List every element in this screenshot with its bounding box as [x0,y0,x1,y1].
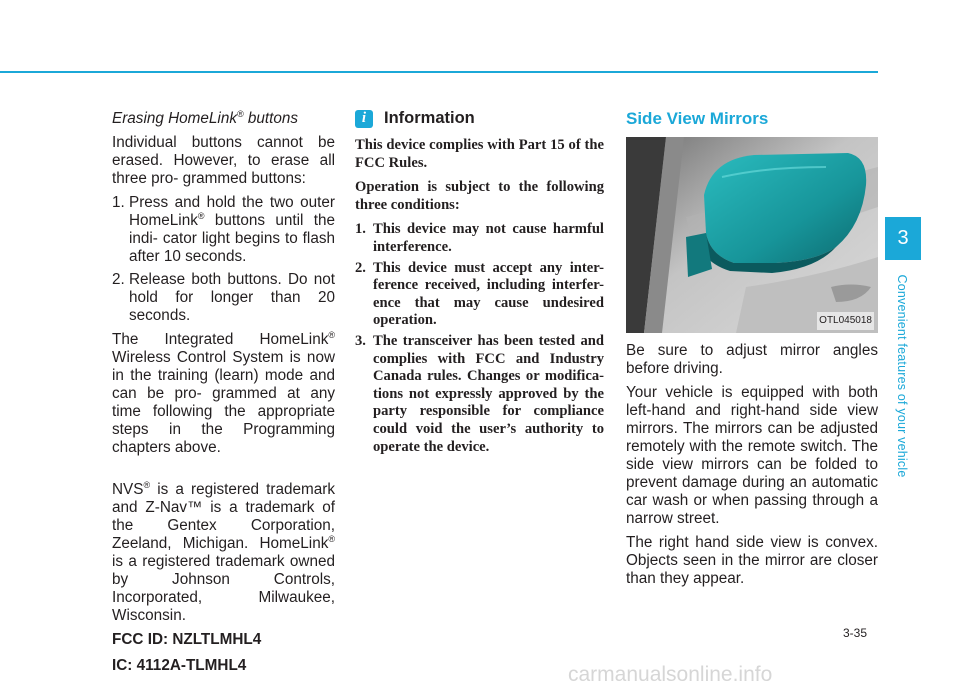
header-rule [0,71,878,73]
section-title: Side View Mirrors [626,109,769,128]
list-item: 3. The transceiver has been tested and complies with FCC and Industry Canada rules. Changes or modifica- tions not expressly approved by the party responsible for compliance could void the user’s authority to operate the device. [355,332,604,455]
info-icon: i [355,110,373,128]
list-item: 2. Release both buttons. Do not hold for longer than 20 seconds. [112,271,335,324]
fcc-id: FCC ID: NZLTLMHL4 [112,631,262,648]
erase-heading: Erasing HomeLink® buttons [112,109,299,127]
page-number: 3-35 [843,626,868,640]
side-view-mirrors-column [626,110,878,594]
photo-code-label: OTL045018 [817,312,874,330]
side-mirror-photo [626,137,878,333]
info-conditions [355,221,604,456]
information-box [355,110,604,462]
information-header [355,110,604,128]
information-title: Information [384,109,475,128]
list-item: 2. This device must accept any inter- ference received, including interfer- ence that may cause undesired operation. [355,259,604,329]
training-mode-paragraph: The Integrated HomeLink® Wireless Control System is now in the training (learn) mode and can be pro- grammed at any time following the appropriate steps in the Programming chapters above. [112,330,335,456]
mirrors-paragraph: Your vehicle is equipped with both left-hand and right-hand side view mirrors. The mirrors can be adjusted remotely with the remote switch. The side view mirrors can be folded to prevent damage during an automatic car wash or when passing through a narrow street. [626,384,878,527]
chapter-title-vertical: Convenient features of your vehicle [895,274,909,478]
watermark: carmanualsonline.info [568,663,773,686]
mirrors-paragraph: Be sure to adjust mirror angles before driving. [626,342,878,377]
erase-intro: Individual buttons cannot be erased. However, to erase all three pro- grammed buttons: [112,134,335,187]
homelink-erase-column [112,110,335,683]
list-item: 1. Press and hold the two outer HomeLink® buttons until the indi- cator light begins to flash after 10 seconds. [112,194,335,265]
info-paragraph: This device complies with Part 15 of the FCC Rules. [355,137,604,171]
mirrors-paragraph: The right hand side view is convex. Objects seen in the mirror are closer than they appear. [626,534,878,587]
list-item: 1. This device may not cause harmful interference. [355,221,604,255]
chapter-tab: 3 [885,217,921,260]
trademark-paragraph: NVS® is a registered trademark and Z-Nav™ is a trademark of the Gentex Corporation, Zeeland, Michigan. HomeLink® is a registered trademark owned by Johnson Controls, Incorporated, Milwaukee, Wisconsin. [112,480,335,624]
info-paragraph: Operation is subject to the following three conditions: [355,179,604,213]
ic-id: IC: 4112A-TLMHL4 [112,657,247,674]
mirror-illustration [626,137,878,333]
erase-steps [112,194,335,325]
